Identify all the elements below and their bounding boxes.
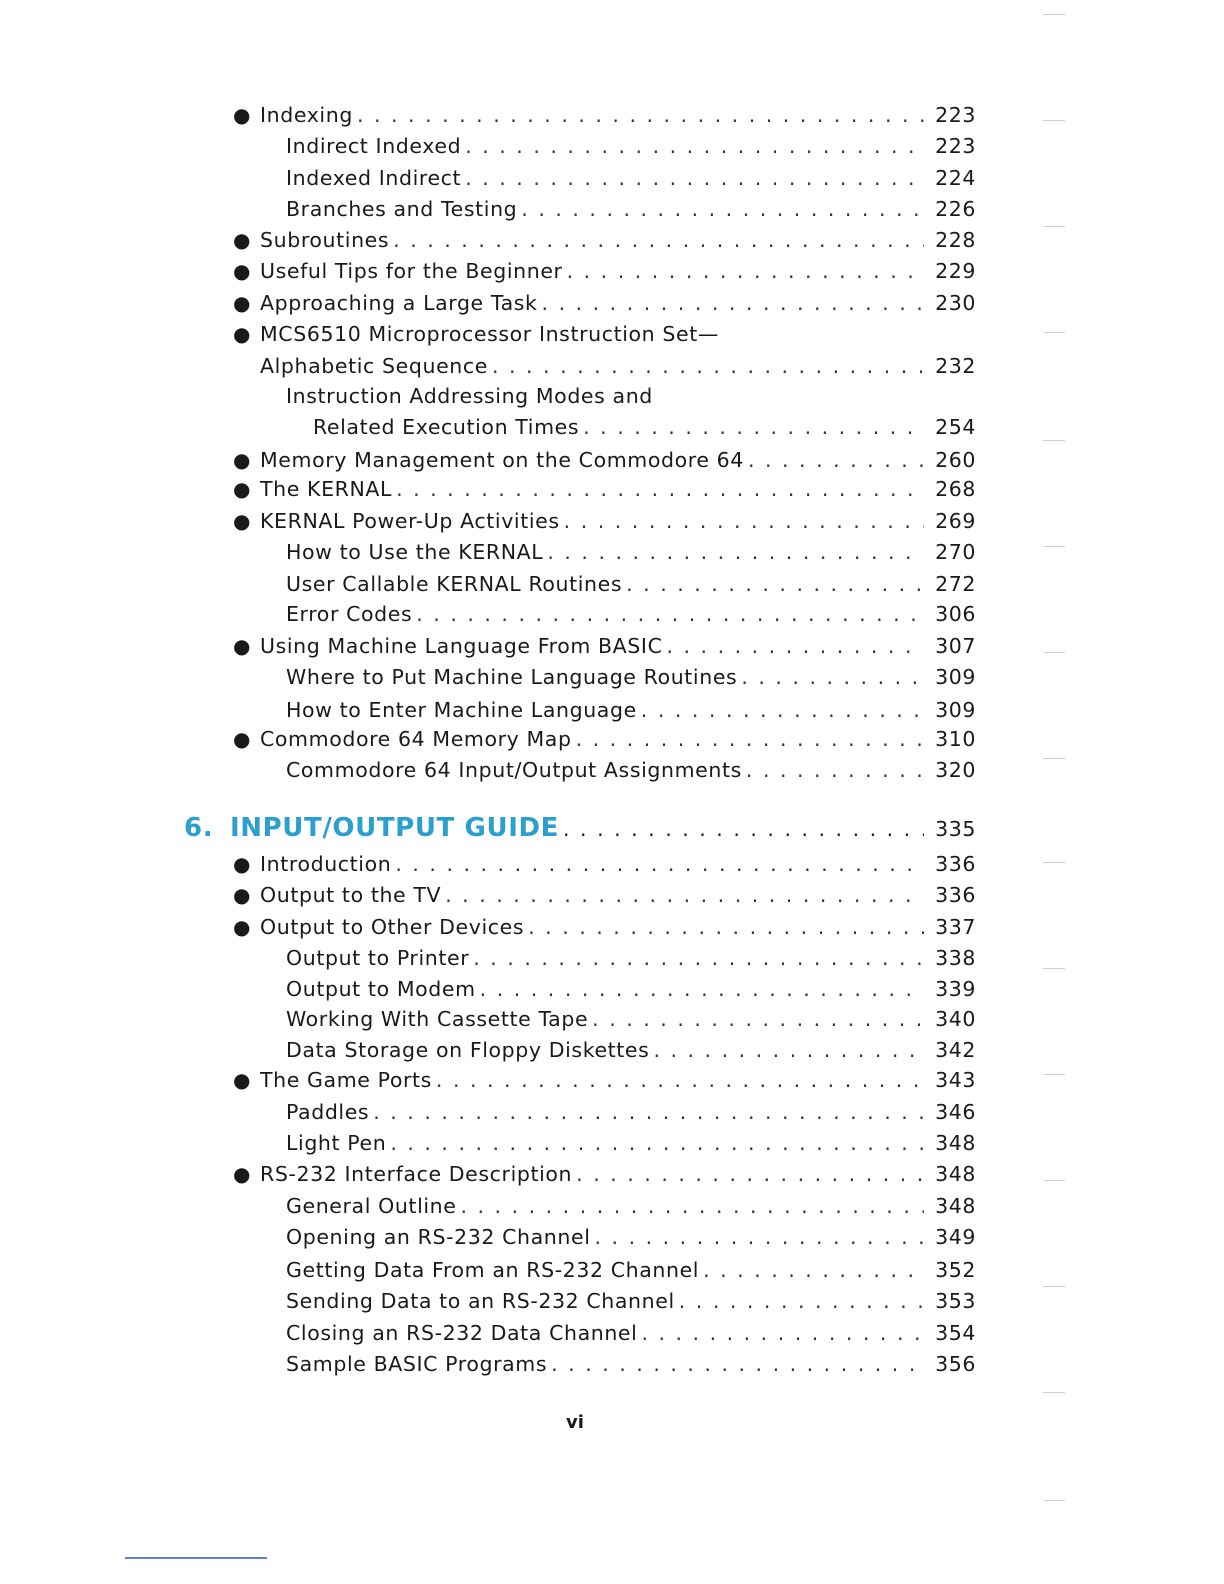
toc-entry-page: 336 <box>935 852 976 876</box>
dot-leader <box>465 133 924 159</box>
margin-tick <box>1043 120 1065 121</box>
toc-entry-title: Opening an RS-232 Channel <box>286 1225 591 1249</box>
bullet-icon: ● <box>233 1162 252 1186</box>
chapter-heading <box>184 813 976 843</box>
toc-entry-page: 310 <box>935 727 976 751</box>
dot-leader <box>748 447 924 473</box>
dot-leader <box>641 697 924 723</box>
toc-entry-page: 226 <box>935 197 976 221</box>
toc-entry-title: Paddles <box>286 1100 370 1124</box>
toc-entry-title: General Outline <box>286 1194 457 1218</box>
toc-entry-page: 352 <box>935 1258 976 1282</box>
toc-entry-title: Alphabetic Sequence <box>260 354 488 378</box>
toc-entry <box>286 1257 976 1283</box>
toc-entry-page: 339 <box>935 977 976 1001</box>
dot-leader <box>567 258 924 284</box>
toc-entry <box>286 1037 976 1063</box>
toc-entry <box>233 914 976 940</box>
dot-leader <box>473 945 924 971</box>
dot-leader <box>357 102 924 128</box>
toc-entry-page: 254 <box>935 415 976 439</box>
toc-entry-page: 348 <box>935 1194 976 1218</box>
toc-entry <box>233 726 976 752</box>
toc-entry <box>286 1006 976 1032</box>
bullet-icon: ● <box>233 228 252 252</box>
toc-entry <box>286 1130 976 1156</box>
toc-entry <box>286 1193 976 1219</box>
toc-entry <box>286 383 653 409</box>
toc-entry-page: 353 <box>935 1289 976 1313</box>
toc-entry-page: 229 <box>935 259 976 283</box>
dot-leader <box>703 1257 924 1283</box>
toc-entry <box>233 258 976 284</box>
toc-entry-page: 338 <box>935 946 976 970</box>
toc-entry-title: Indexed Indirect <box>286 166 462 190</box>
toc-entry <box>286 945 976 971</box>
toc-entry-page: 230 <box>935 291 976 315</box>
toc-entry-page: 340 <box>935 1007 976 1031</box>
bullet-icon: ● <box>233 509 252 533</box>
margin-tick <box>1043 546 1065 547</box>
toc-entry-title: The KERNAL <box>260 477 393 501</box>
toc-entry-title: Indexing <box>260 103 353 127</box>
bullet-icon: ● <box>233 852 252 876</box>
toc-entry <box>286 133 976 159</box>
dot-leader <box>393 227 924 253</box>
toc-entry-title: KERNAL Power-Up Activities <box>260 509 560 533</box>
toc-entry-page: 320 <box>935 758 976 782</box>
dot-leader <box>576 1161 924 1187</box>
dot-leader <box>564 508 924 534</box>
toc-entry-title: Light Pen <box>286 1131 387 1155</box>
toc-entry-title: Introduction <box>260 852 392 876</box>
dot-leader <box>547 539 924 565</box>
toc-entry-title: Error Codes <box>286 602 413 626</box>
margin-tick <box>1043 226 1065 227</box>
margin-tick <box>1043 758 1065 759</box>
margin-tick <box>1043 1392 1065 1393</box>
dot-leader <box>395 851 924 877</box>
toc-entry <box>286 196 976 222</box>
toc-entry-title: Output to the TV <box>260 883 442 907</box>
toc-entry-page: 356 <box>935 1352 976 1376</box>
toc-entry <box>233 851 976 877</box>
chapter-title: INPUT/OUTPUT GUIDE <box>230 813 560 843</box>
toc-entry <box>233 227 976 253</box>
toc-entry <box>286 165 976 191</box>
toc-entry-page: 228 <box>935 228 976 252</box>
toc-entry-page: 224 <box>935 166 976 190</box>
toc-entry-page: 348 <box>935 1162 976 1186</box>
toc-entry <box>286 539 976 565</box>
toc-entry-page: 337 <box>935 915 976 939</box>
dot-leader <box>542 290 924 316</box>
toc-entry <box>286 697 976 723</box>
toc-entry <box>233 633 976 659</box>
bullet-icon: ● <box>233 634 252 658</box>
bullet-icon: ● <box>233 883 252 907</box>
toc-entry <box>233 1161 976 1187</box>
toc-entry-title: Commodore 64 Memory Map <box>260 727 572 751</box>
toc-entry-title: Data Storage on Floppy Diskettes <box>286 1038 650 1062</box>
toc-entry-page: 223 <box>935 134 976 158</box>
toc-entry-page: 309 <box>935 698 976 722</box>
bullet-icon: ● <box>233 322 252 346</box>
dot-leader <box>653 1037 924 1063</box>
margin-tick <box>1043 440 1065 441</box>
bullet-icon: ● <box>233 915 252 939</box>
toc-entry-page: 268 <box>935 477 976 501</box>
dot-leader <box>390 1130 924 1156</box>
toc-entry-title: Working With Cassette Tape <box>286 1007 589 1031</box>
dot-leader <box>528 914 924 940</box>
toc-entry <box>286 601 976 627</box>
toc-entry-title: Useful Tips for the Beginner <box>260 259 563 283</box>
toc-entry-title: Subroutines <box>260 228 390 252</box>
dot-leader <box>641 1320 924 1346</box>
dot-leader <box>465 165 924 191</box>
toc-entry <box>286 1351 976 1377</box>
margin-tick <box>1043 1500 1065 1501</box>
toc-entry-title: How to Enter Machine Language <box>286 698 637 722</box>
chapter-number: 6. <box>184 813 214 843</box>
toc-entry-page: 348 <box>935 1131 976 1155</box>
toc-entry-page: 232 <box>935 354 976 378</box>
toc-entry <box>233 290 976 316</box>
toc-entry <box>233 508 976 534</box>
toc-entry <box>286 757 976 783</box>
toc-entry-title: Instruction Addressing Modes and <box>286 384 653 408</box>
toc-entry-page: 342 <box>935 1038 976 1062</box>
margin-tick <box>1043 652 1065 653</box>
dot-leader <box>551 1351 924 1377</box>
dot-leader <box>521 196 924 222</box>
toc-entry <box>286 1288 976 1314</box>
toc-entry-page: 260 <box>935 448 976 472</box>
bullet-icon: ● <box>233 259 252 283</box>
toc-entry <box>286 976 976 1002</box>
dot-leader <box>563 816 924 842</box>
toc-entry-title: How to Use the KERNAL <box>286 540 544 564</box>
toc-entry <box>286 1320 976 1346</box>
toc-entry-title: Output to Modem <box>286 977 476 1001</box>
margin-tick <box>1043 14 1065 15</box>
dot-leader <box>746 757 924 783</box>
toc-entry-page: 307 <box>935 634 976 658</box>
toc-entry-page: 336 <box>935 883 976 907</box>
toc-entry-title: MCS6510 Microprocessor Instruction Set— <box>260 322 719 346</box>
margin-tick <box>1043 1074 1065 1075</box>
toc-entry-page: 269 <box>935 509 976 533</box>
dot-leader <box>460 1193 924 1219</box>
margin-tick <box>1043 968 1065 969</box>
toc-entry-title: Sample BASIC Programs <box>286 1352 548 1376</box>
toc-entry-title: Commodore 64 Input/Output Assignments <box>286 758 742 782</box>
toc-entry-title: User Callable KERNAL Routines <box>286 572 623 596</box>
toc-entry-title: RS-232 Interface Description <box>260 1162 573 1186</box>
toc-entry-title: Approaching a Large Task <box>260 291 538 315</box>
dot-leader <box>679 1288 924 1314</box>
dot-leader <box>741 664 924 690</box>
toc-entry <box>286 571 976 597</box>
bullet-icon: ● <box>233 727 252 751</box>
toc-entry <box>286 1224 976 1250</box>
toc-entry-title: Where to Put Machine Language Routines <box>286 665 738 689</box>
page-folio: vi <box>566 1412 584 1433</box>
dot-leader <box>396 476 924 502</box>
dot-leader <box>595 1224 924 1250</box>
margin-tick <box>1043 332 1065 333</box>
dot-leader <box>373 1099 924 1125</box>
toc-entry-title: Branches and Testing <box>286 197 518 221</box>
toc-entry <box>233 447 976 473</box>
toc-entry <box>233 1067 976 1093</box>
toc-entry-title: Output to Other Devices <box>260 915 525 939</box>
dot-leader <box>480 976 924 1002</box>
chapter-page-number: 335 <box>935 817 976 841</box>
toc-entry-title: Memory Management on the Commodore 64 <box>260 448 744 472</box>
toc-entry-page: 223 <box>935 103 976 127</box>
dot-leader <box>576 726 924 752</box>
bullet-icon: ● <box>233 103 252 127</box>
toc-entry <box>233 102 976 128</box>
dot-leader <box>592 1006 924 1032</box>
dot-leader <box>445 882 924 908</box>
toc-entry-title: Sending Data to an RS-232 Channel <box>286 1289 675 1313</box>
dot-leader <box>666 633 924 659</box>
toc-entry <box>286 1099 976 1125</box>
toc-entry-title: Getting Data From an RS-232 Channel <box>286 1258 700 1282</box>
bullet-icon: ● <box>233 1068 252 1092</box>
toc-entry-page: 354 <box>935 1321 976 1345</box>
toc-entry-page: 309 <box>935 665 976 689</box>
margin-tick <box>1043 1180 1065 1181</box>
toc-entry <box>233 882 976 908</box>
toc-entry <box>286 664 976 690</box>
bullet-icon: ● <box>233 477 252 501</box>
toc-entry-page: 270 <box>935 540 976 564</box>
toc-entry-title: Related Execution Times <box>313 415 580 439</box>
toc-entry <box>260 353 976 379</box>
bullet-icon: ● <box>233 291 252 315</box>
toc-entry-page: 343 <box>935 1068 976 1092</box>
toc-entry-page: 306 <box>935 602 976 626</box>
bullet-icon: ● <box>233 448 252 472</box>
dot-leader <box>436 1067 924 1093</box>
toc-entry-title: Indirect Indexed <box>286 134 462 158</box>
toc-entry-title: Output to Printer <box>286 946 470 970</box>
toc-entry <box>233 321 719 347</box>
toc-entry <box>313 414 976 440</box>
toc-entry-title: The Game Ports <box>260 1068 432 1092</box>
margin-tick <box>1043 1286 1065 1287</box>
dot-leader <box>626 571 924 597</box>
dot-leader <box>583 414 924 440</box>
toc-entry-title: Using Machine Language From BASIC <box>260 634 663 658</box>
edge-line <box>125 1557 267 1559</box>
dot-leader <box>492 353 924 379</box>
toc-entry <box>233 476 976 502</box>
toc-entry-page: 346 <box>935 1100 976 1124</box>
toc-entry-page: 272 <box>935 572 976 596</box>
toc-entry-page: 349 <box>935 1225 976 1249</box>
margin-tick <box>1043 862 1065 863</box>
dot-leader <box>416 601 924 627</box>
toc-entry-title: Closing an RS-232 Data Channel <box>286 1321 638 1345</box>
